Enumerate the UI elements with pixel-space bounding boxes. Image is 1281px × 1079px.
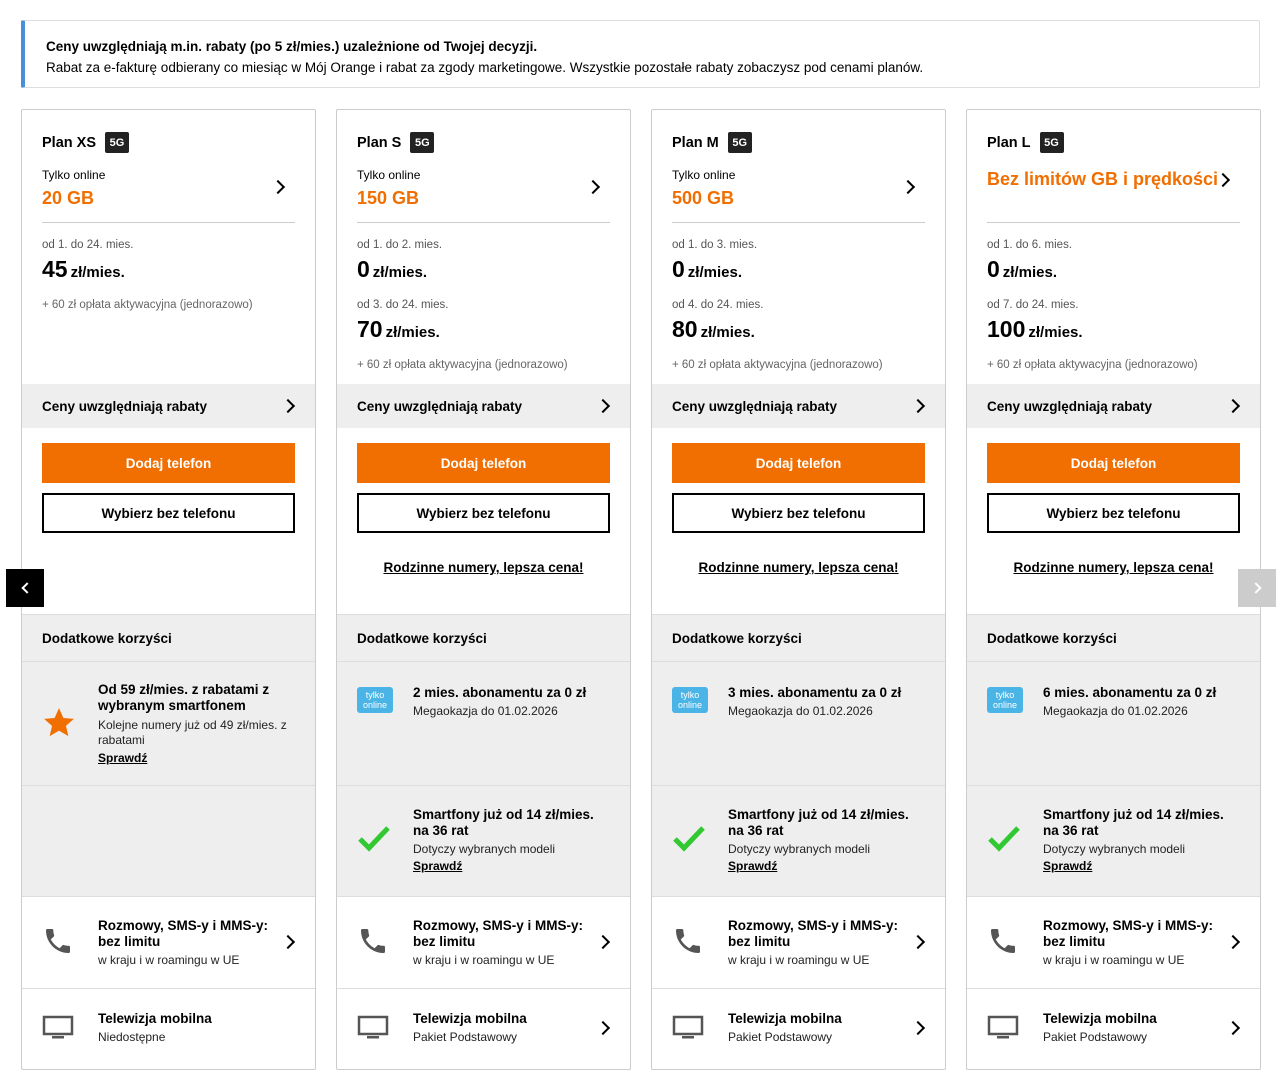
price-period: od 3. do 24. mies. xyxy=(357,299,449,311)
benefit-subtitle: Dotyczy wybranych modeli xyxy=(728,842,871,856)
choose-without-phone-button[interactable]: Wybierz bez telefonu xyxy=(357,493,610,533)
check-icon xyxy=(672,824,706,859)
calls-title: Rozmowy, SMS-y i MMS-y: bez limitu xyxy=(98,918,269,949)
price xyxy=(987,316,1083,343)
discounts-row[interactable] xyxy=(967,384,1260,428)
chevron-right-icon xyxy=(596,1021,610,1035)
discounts-label: Ceny uwzględniają rabaty xyxy=(672,399,838,414)
benefits-header: Dodatkowe korzyści xyxy=(967,614,1260,662)
chevron-right-icon[interactable] xyxy=(586,180,600,194)
online-label: Tylko online xyxy=(357,168,421,182)
plan-name: Plan L xyxy=(987,134,1031,151)
calls-subtitle: w kraju i w roamingu w UE xyxy=(98,953,240,967)
plan-card-l xyxy=(966,109,1261,1070)
benefit-subtitle: Megaokazja do 01.02.2026 xyxy=(413,704,558,718)
calls-row[interactable] xyxy=(652,897,945,989)
5g-badge: 5G xyxy=(105,132,129,153)
price-value: 45 xyxy=(42,256,68,282)
discounts-label: Ceny uwzględniają rabaty xyxy=(42,399,208,414)
benefit-title: Smartfony już od 14 zł/mies. na 36 rat xyxy=(1043,807,1224,838)
benefit-promo xyxy=(967,662,1260,786)
phone-icon xyxy=(672,925,704,962)
family-numbers-link[interactable]: Rodzinne numery, lepsza cena! xyxy=(383,560,584,575)
tylko-online-tag xyxy=(357,687,393,713)
phone-icon xyxy=(42,925,74,962)
carousel-prev-button[interactable] xyxy=(6,569,44,607)
check-link[interactable]: Sprawdź xyxy=(98,751,148,765)
benefit-subtitle: Dotyczy wybranych modeli xyxy=(413,842,556,856)
price-period: od 4. do 24. mies. xyxy=(672,299,764,311)
benefits-header: Dodatkowe korzyści xyxy=(337,614,630,662)
5g-badge: 5G xyxy=(1040,132,1064,153)
chevron-right-icon xyxy=(281,935,295,949)
discounts-label: Ceny uwzględniają rabaty xyxy=(987,399,1153,414)
online-label: Tylko online xyxy=(672,168,736,182)
tylko-online-tag xyxy=(672,687,708,713)
price-period: od 1. do 6. mies. xyxy=(987,239,1073,251)
benefit-title: Od 59 zł/mies. z rabatami z wybranym smartfonem xyxy=(98,682,270,713)
plan-card-xs xyxy=(21,109,316,1070)
activation-fee: + 60 zł opłata aktywacyjna (jednorazowo) xyxy=(42,299,253,311)
calls-subtitle: w kraju i w roamingu w UE xyxy=(1043,953,1185,967)
benefit-subtitle: Kolejne numery już od 49 zł/mies. z rabatami xyxy=(98,718,287,747)
5g-badge: 5G xyxy=(728,132,752,153)
chevron-right-icon xyxy=(911,935,925,949)
price-value: 100 xyxy=(987,316,1026,342)
price-value: 0 xyxy=(357,256,370,282)
notice-text: Rabat za e-fakturę odbierany co miesiąc w Mój Orange i rabat za zgody marketingowe. Wszystkie pozostałe rabaty zobaczysz pod cenami planów. xyxy=(46,60,924,75)
add-phone-button[interactable]: Dodaj telefon xyxy=(672,443,925,483)
price-value: 70 xyxy=(357,316,383,342)
discounts-row[interactable] xyxy=(337,384,630,428)
activation-fee: + 60 zł opłata aktywacyjna (jednorazowo) xyxy=(672,359,883,371)
benefit-promo xyxy=(337,662,630,786)
price-unit: zł/mies. xyxy=(70,264,125,281)
benefit-promo xyxy=(22,662,315,786)
data-amount: 150 GB xyxy=(357,188,420,208)
tv-row[interactable] xyxy=(967,989,1260,1070)
price xyxy=(357,316,440,343)
activation-fee: + 60 zł opłata aktywacyjna (jednorazowo) xyxy=(987,359,1198,371)
price-value: 0 xyxy=(672,256,685,282)
calls-row[interactable] xyxy=(22,897,315,989)
price-period: od 1. do 2. mies. xyxy=(357,239,443,251)
phone-icon xyxy=(987,925,1019,962)
benefit-subtitle: Megaokazja do 01.02.2026 xyxy=(1043,704,1188,718)
price-unit: zł/mies. xyxy=(687,264,742,281)
price-period: od 1. do 3. mies. xyxy=(672,239,758,251)
chevron-right-icon xyxy=(281,399,295,413)
chevron-left-icon xyxy=(21,582,32,593)
plan-card-m xyxy=(651,109,946,1070)
calls-title: Rozmowy, SMS-y i MMS-y: bez limitu xyxy=(1043,918,1214,949)
tv-icon xyxy=(672,1015,704,1046)
check-icon xyxy=(357,824,391,859)
plan-name: Plan S xyxy=(357,134,402,151)
price xyxy=(357,256,427,283)
benefit-subtitle: Megaokazja do 01.02.2026 xyxy=(728,704,873,718)
calls-row[interactable] xyxy=(967,897,1260,989)
data-amount[interactable]: Bez limitów GB i prędkości xyxy=(987,169,1219,189)
price xyxy=(42,256,125,283)
tv-title: Telewizja mobilna xyxy=(1043,1011,1157,1026)
chevron-right-icon xyxy=(1250,582,1261,593)
benefits-header: Dodatkowe korzyści xyxy=(652,614,945,662)
chevron-right-icon xyxy=(596,399,610,413)
price-unit: zł/mies. xyxy=(385,324,440,341)
benefit-promo xyxy=(652,662,945,786)
tv-title: Telewizja mobilna xyxy=(98,1011,212,1026)
tag-label: tylko online xyxy=(357,687,393,713)
tv-subtitle: Niedostępne xyxy=(98,1030,166,1044)
check-link[interactable]: Sprawdź xyxy=(1043,859,1093,873)
choose-without-phone-button[interactable]: Wybierz bez telefonu xyxy=(42,493,295,533)
discounts-row[interactable] xyxy=(22,384,315,428)
plan-header xyxy=(987,132,1064,153)
check-link[interactable]: Sprawdź xyxy=(413,859,463,873)
phone-icon xyxy=(357,925,389,962)
check-icon xyxy=(987,824,1021,859)
tv-icon xyxy=(357,1015,389,1046)
add-phone-button[interactable]: Dodaj telefon xyxy=(357,443,610,483)
tylko-online-tag xyxy=(987,687,1023,713)
notice-title: Ceny uwzględniają m.in. rabaty (po 5 zł/mies.) uzależnione od Twojej decyzji. xyxy=(46,39,538,54)
tv-subtitle: Pakiet Podstawowy xyxy=(728,1030,833,1044)
benefit-smartphones xyxy=(967,786,1260,897)
plan-header xyxy=(42,132,129,153)
price-value: 80 xyxy=(672,316,698,342)
online-label: Tylko online xyxy=(42,168,106,182)
chevron-right-icon xyxy=(1226,399,1240,413)
divider xyxy=(672,222,925,223)
tv-icon xyxy=(987,1015,1019,1046)
benefit-title: 2 mies. abonamentu za 0 zł xyxy=(413,685,587,700)
benefit-smartphones xyxy=(652,786,945,897)
price-value: 0 xyxy=(987,256,1000,282)
tv-row[interactable] xyxy=(22,989,315,1070)
choose-without-phone-button[interactable]: Wybierz bez telefonu xyxy=(987,493,1240,533)
divider xyxy=(987,222,1240,223)
tv-row[interactable] xyxy=(337,989,630,1070)
tv-subtitle: Pakiet Podstawowy xyxy=(413,1030,518,1044)
tv-row[interactable] xyxy=(652,989,945,1070)
data-amount: 20 GB xyxy=(42,188,95,208)
tv-title: Telewizja mobilna xyxy=(413,1011,527,1026)
5g-badge: 5G xyxy=(410,132,434,153)
calls-subtitle: w kraju i w roamingu w UE xyxy=(728,953,870,967)
info-notice xyxy=(21,20,1260,88)
benefit-empty xyxy=(22,786,315,897)
chevron-right-icon[interactable] xyxy=(1216,173,1230,187)
calls-title: Rozmowy, SMS-y i MMS-y: bez limitu xyxy=(728,918,899,949)
calls-row[interactable] xyxy=(337,897,630,989)
price-unit: zł/mies. xyxy=(700,324,755,341)
calls-subtitle: w kraju i w roamingu w UE xyxy=(413,953,555,967)
chevron-right-icon xyxy=(911,1021,925,1035)
price xyxy=(672,316,755,343)
carousel-next-button[interactable] xyxy=(1238,569,1276,607)
plan-header xyxy=(357,132,434,153)
add-phone-button[interactable]: Dodaj telefon xyxy=(987,443,1240,483)
add-phone-button[interactable]: Dodaj telefon xyxy=(42,443,295,483)
activation-fee: + 60 zł opłata aktywacyjna (jednorazowo) xyxy=(357,359,568,371)
price-period: od 1. do 24. mies. xyxy=(42,239,134,251)
chevron-right-icon xyxy=(911,399,925,413)
family-numbers-link[interactable]: Rodzinne numery, lepsza cena! xyxy=(1013,560,1214,575)
discounts-label: Ceny uwzględniają rabaty xyxy=(357,399,523,414)
calls-title: Rozmowy, SMS-y i MMS-y: bez limitu xyxy=(413,918,584,949)
plan-header xyxy=(672,132,752,153)
benefit-smartphones xyxy=(337,786,630,897)
tv-subtitle: Pakiet Podstawowy xyxy=(1043,1030,1148,1044)
price xyxy=(672,256,742,283)
chevron-right-icon xyxy=(1226,1021,1240,1035)
chevron-right-icon[interactable] xyxy=(271,180,285,194)
benefit-title: 6 mies. abonamentu za 0 zł xyxy=(1043,685,1217,700)
price-unit: zł/mies. xyxy=(1028,324,1083,341)
tv-title: Telewizja mobilna xyxy=(728,1011,842,1026)
tag-label: tylko online xyxy=(672,687,708,713)
chevron-right-icon xyxy=(596,935,610,949)
benefit-title: Smartfony już od 14 zł/mies. na 36 rat xyxy=(728,807,909,838)
price-unit: zł/mies. xyxy=(1002,264,1057,281)
plan-name: Plan M xyxy=(672,134,719,151)
check-link[interactable]: Sprawdź xyxy=(728,859,778,873)
discounts-row[interactable] xyxy=(652,384,945,428)
chevron-right-icon[interactable] xyxy=(901,180,915,194)
divider xyxy=(357,222,610,223)
data-amount: 500 GB xyxy=(672,188,735,208)
chevron-right-icon xyxy=(1226,935,1240,949)
family-numbers-link[interactable]: Rodzinne numery, lepsza cena! xyxy=(698,560,899,575)
benefit-subtitle: Dotyczy wybranych modeli xyxy=(1043,842,1186,856)
tv-icon xyxy=(42,1015,74,1046)
plan-name: Plan XS xyxy=(42,134,96,151)
benefits-header: Dodatkowe korzyści xyxy=(22,614,315,662)
tag-label: tylko online xyxy=(987,687,1023,713)
choose-without-phone-button[interactable]: Wybierz bez telefonu xyxy=(672,493,925,533)
price-period: od 7. do 24. mies. xyxy=(987,299,1079,311)
plan-card-s xyxy=(336,109,631,1070)
benefit-title: Smartfony już od 14 zł/mies. na 36 rat xyxy=(413,807,594,838)
star-icon xyxy=(42,706,76,745)
divider xyxy=(42,222,295,223)
benefit-title: 3 mies. abonamentu za 0 zł xyxy=(728,685,902,700)
price-unit: zł/mies. xyxy=(372,264,427,281)
price xyxy=(987,256,1057,283)
